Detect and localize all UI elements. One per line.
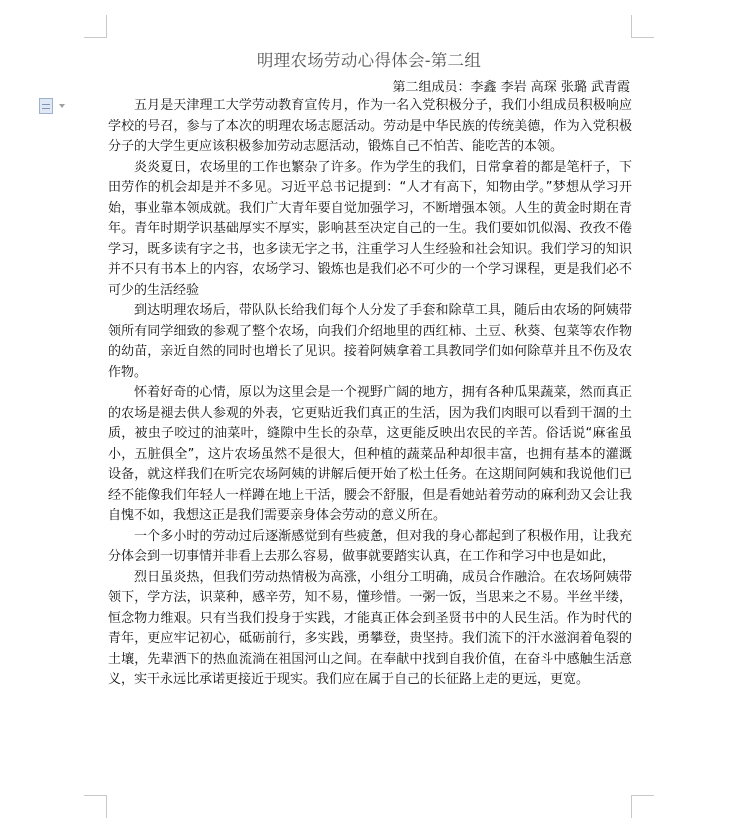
document-title[interactable]: 明理农场劳动心得体会-第二组 — [256, 51, 482, 70]
chevron-down-icon — [59, 104, 65, 108]
document-body[interactable] — [108, 96, 632, 691]
group-members[interactable]: 第二组成员：李鑫 李岩 高琛 张璐 武青霞 — [392, 80, 630, 95]
paragraph-options-button[interactable] — [39, 98, 65, 114]
page-corner-bottom-left — [84, 795, 107, 818]
page-corner-top-right — [631, 15, 654, 38]
paragraph-4[interactable]: 怀着好奇的心情，原以为这里会是一个视野广阔的地方，拥有各种瓜果蔬菜，然而真正的农场是褪去供人参观的外表，它更贴近我们真正的生活，因为我们肉眼可以看到干涸的土质，被虫子咬过的油菜叶，缝隙中生长的杂草，这更能反映出农民的辛苦。俗话说“麻雀虽小，五脏俱全”，这片农场虽然不是很大，但种植的蔬菜品种却很丰富，也拥有基本的灌溉设备，就这样我们在听完农场阿姨的讲解后便开始了松土任务。在这期间阿姨和我说他们已经不能像我们年轻人一样蹲在地上干活，腰会不舒服，但是看她站着劳动的麻利劲又会让我自愧不如，我想这正是我们需要亲身体会劳动的意义所在。 — [108, 385, 632, 523]
paragraph-2[interactable]: 炎炎夏日，农场里的工作也繁杂了许多。作为学生的我们，日常拿着的都是笔杆子，下田劳作的机会却是并不多见。习近平总书记提到：“人才有高下，知物由学。”梦想从学习开始，事业靠本领成就。我们广大青年要自觉加强学习，不断增强本领。人生的黄金时期在青年。青年时期学识基础厚实不厚实，影响甚至决定自己的一生。我们要如饥似渴、孜孜不倦学习，既多读有字之书，也多读无字之书，注重学习人生经验和社会知识。我们学习的知识并不只有书本上的内容，农场学习、锻炼也是我们必不可少的一个学习课程，更是我们必不可少的生活经验 — [108, 159, 632, 298]
paragraph-3[interactable]: 到达明理农场后，带队队长给我们每个人分发了手套和除草工具，随后由农场的阿姨带领所有同学细致的参观了整个农场，向我们介绍地里的西红柿、土豆、秋葵、包菜等农作物的幼苗，亲近自然的同时也增长了见识。接着阿姨拿着工具教同学们如何除草并且不伤及农作物。 — [108, 303, 632, 380]
paragraph-1[interactable]: 五月是天津理工大学劳动教育宣传月，作为一名入党积极分子，我们小组成员积极响应学校的号召，参与了本次的明理农场志愿活动。劳动是中华民族的传统美德，作为入党积极分子的大学生更应该积极参加劳动志愿活动，锻炼自己不怕苦、能吃苦的本领。 — [108, 98, 632, 154]
paragraph-6[interactable]: 烈日虽炎热，但我们劳动热情极为高涨，小组分工明确，成员合作融洽。在农场阿姨带领下，学方法，识菜种，感辛劳，知不易，懂珍惜。一粥一饭，当思来之不易。半丝半缕，恒念物力维艰。只有当我们投身于实践，才能真正体会到圣贤书中的人民生活。作为时代的青年，更应牢记初心，砥砺前行，多实践，勇攀登，贵坚持。我们流下的汗水滋润着龟裂的土壤，先辈洒下的热血流淌在祖国河山之间。在奉献中找到自我价值，在奋斗中感触生活意义，实干永远比承诺更接近于现实。我们应在属于自己的长征路上走的更远，更宽。 — [108, 569, 632, 687]
document-icon — [39, 98, 53, 114]
page-corner-bottom-right — [631, 795, 654, 818]
paragraph-5[interactable]: 一个多小时的劳动过后逐渐感觉到有些疲惫，但对我的身心都起到了积极作用，让我充分体会到一切事情并非看上去那么容易，做事就要踏实认真，在工作和学习中也是如此， — [108, 528, 632, 564]
page-corner-top-left — [84, 15, 107, 38]
